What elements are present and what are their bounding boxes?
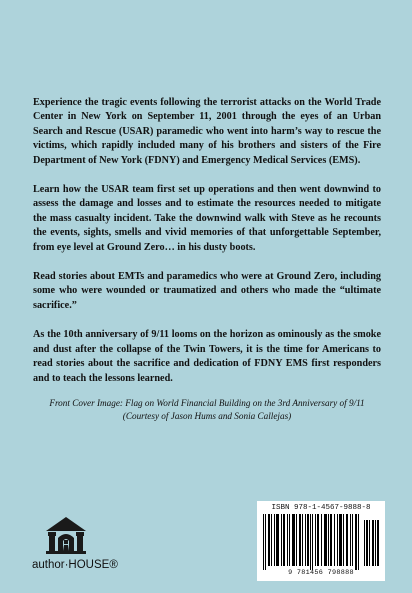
barcode-digits: 9 781456 798888 bbox=[288, 569, 354, 577]
blurb-paragraph-1: Experience the tragic events following the terrorist attacks on the World Trade Center in New York on September 11, 2001 through the eyes of an Urban Search and Rescue (USAR) paramedic who went into harm’s way to rescue the victims, which rapidly included many of his brothers and sisters of the Fire Department of New York (FDNY) and Emergency Medical Services (EMS). bbox=[33, 97, 381, 166]
blurb-paragraph-3: Read stories about EMTs and paramedics who were at Ground Zero, including some who were wounded or traumatized and others who made the “ultimate sacrifice.” bbox=[33, 271, 381, 311]
blurb-paragraph-2: Learn how the USAR team first set up operations and then went downwind to assess the damage and losses and to estimate the resources needed to mitigate the mass casualty incident. Take the downwind walk with Steve as he recounts the events, sights, smells and vivid memories of that unforgettable September, from eye level at Ground Zero… in his dusty boots. bbox=[33, 184, 381, 253]
blurb-paragraph-4: As the 10th anniversary of 9/11 looms on the horizon as ominously as the smoke and dust after the collapse of the Twin Towers, it is the time for Americans to read stories about the sacrifice and dedication of FDNY EMS first responders and to teach the lessons learned. bbox=[33, 329, 381, 384]
credit-line-2: (Courtesy of Jason Hums and Sonia Callejas) bbox=[122, 411, 292, 421]
isbn-barcode bbox=[257, 501, 385, 581]
publisher-name: author·HOUSE® bbox=[32, 559, 118, 571]
authorhouse-logo-icon bbox=[44, 516, 88, 554]
cover-image-credit bbox=[33, 397, 381, 423]
barcode-bars bbox=[261, 514, 381, 570]
credit-line-1: Front Cover Image: Flag on World Financial Building on the 3rd Anniversary of 9/11 bbox=[49, 398, 365, 408]
isbn-label: ISBN 978-1-4567-9888-8 bbox=[271, 504, 371, 512]
back-cover-blurb bbox=[33, 96, 381, 401]
